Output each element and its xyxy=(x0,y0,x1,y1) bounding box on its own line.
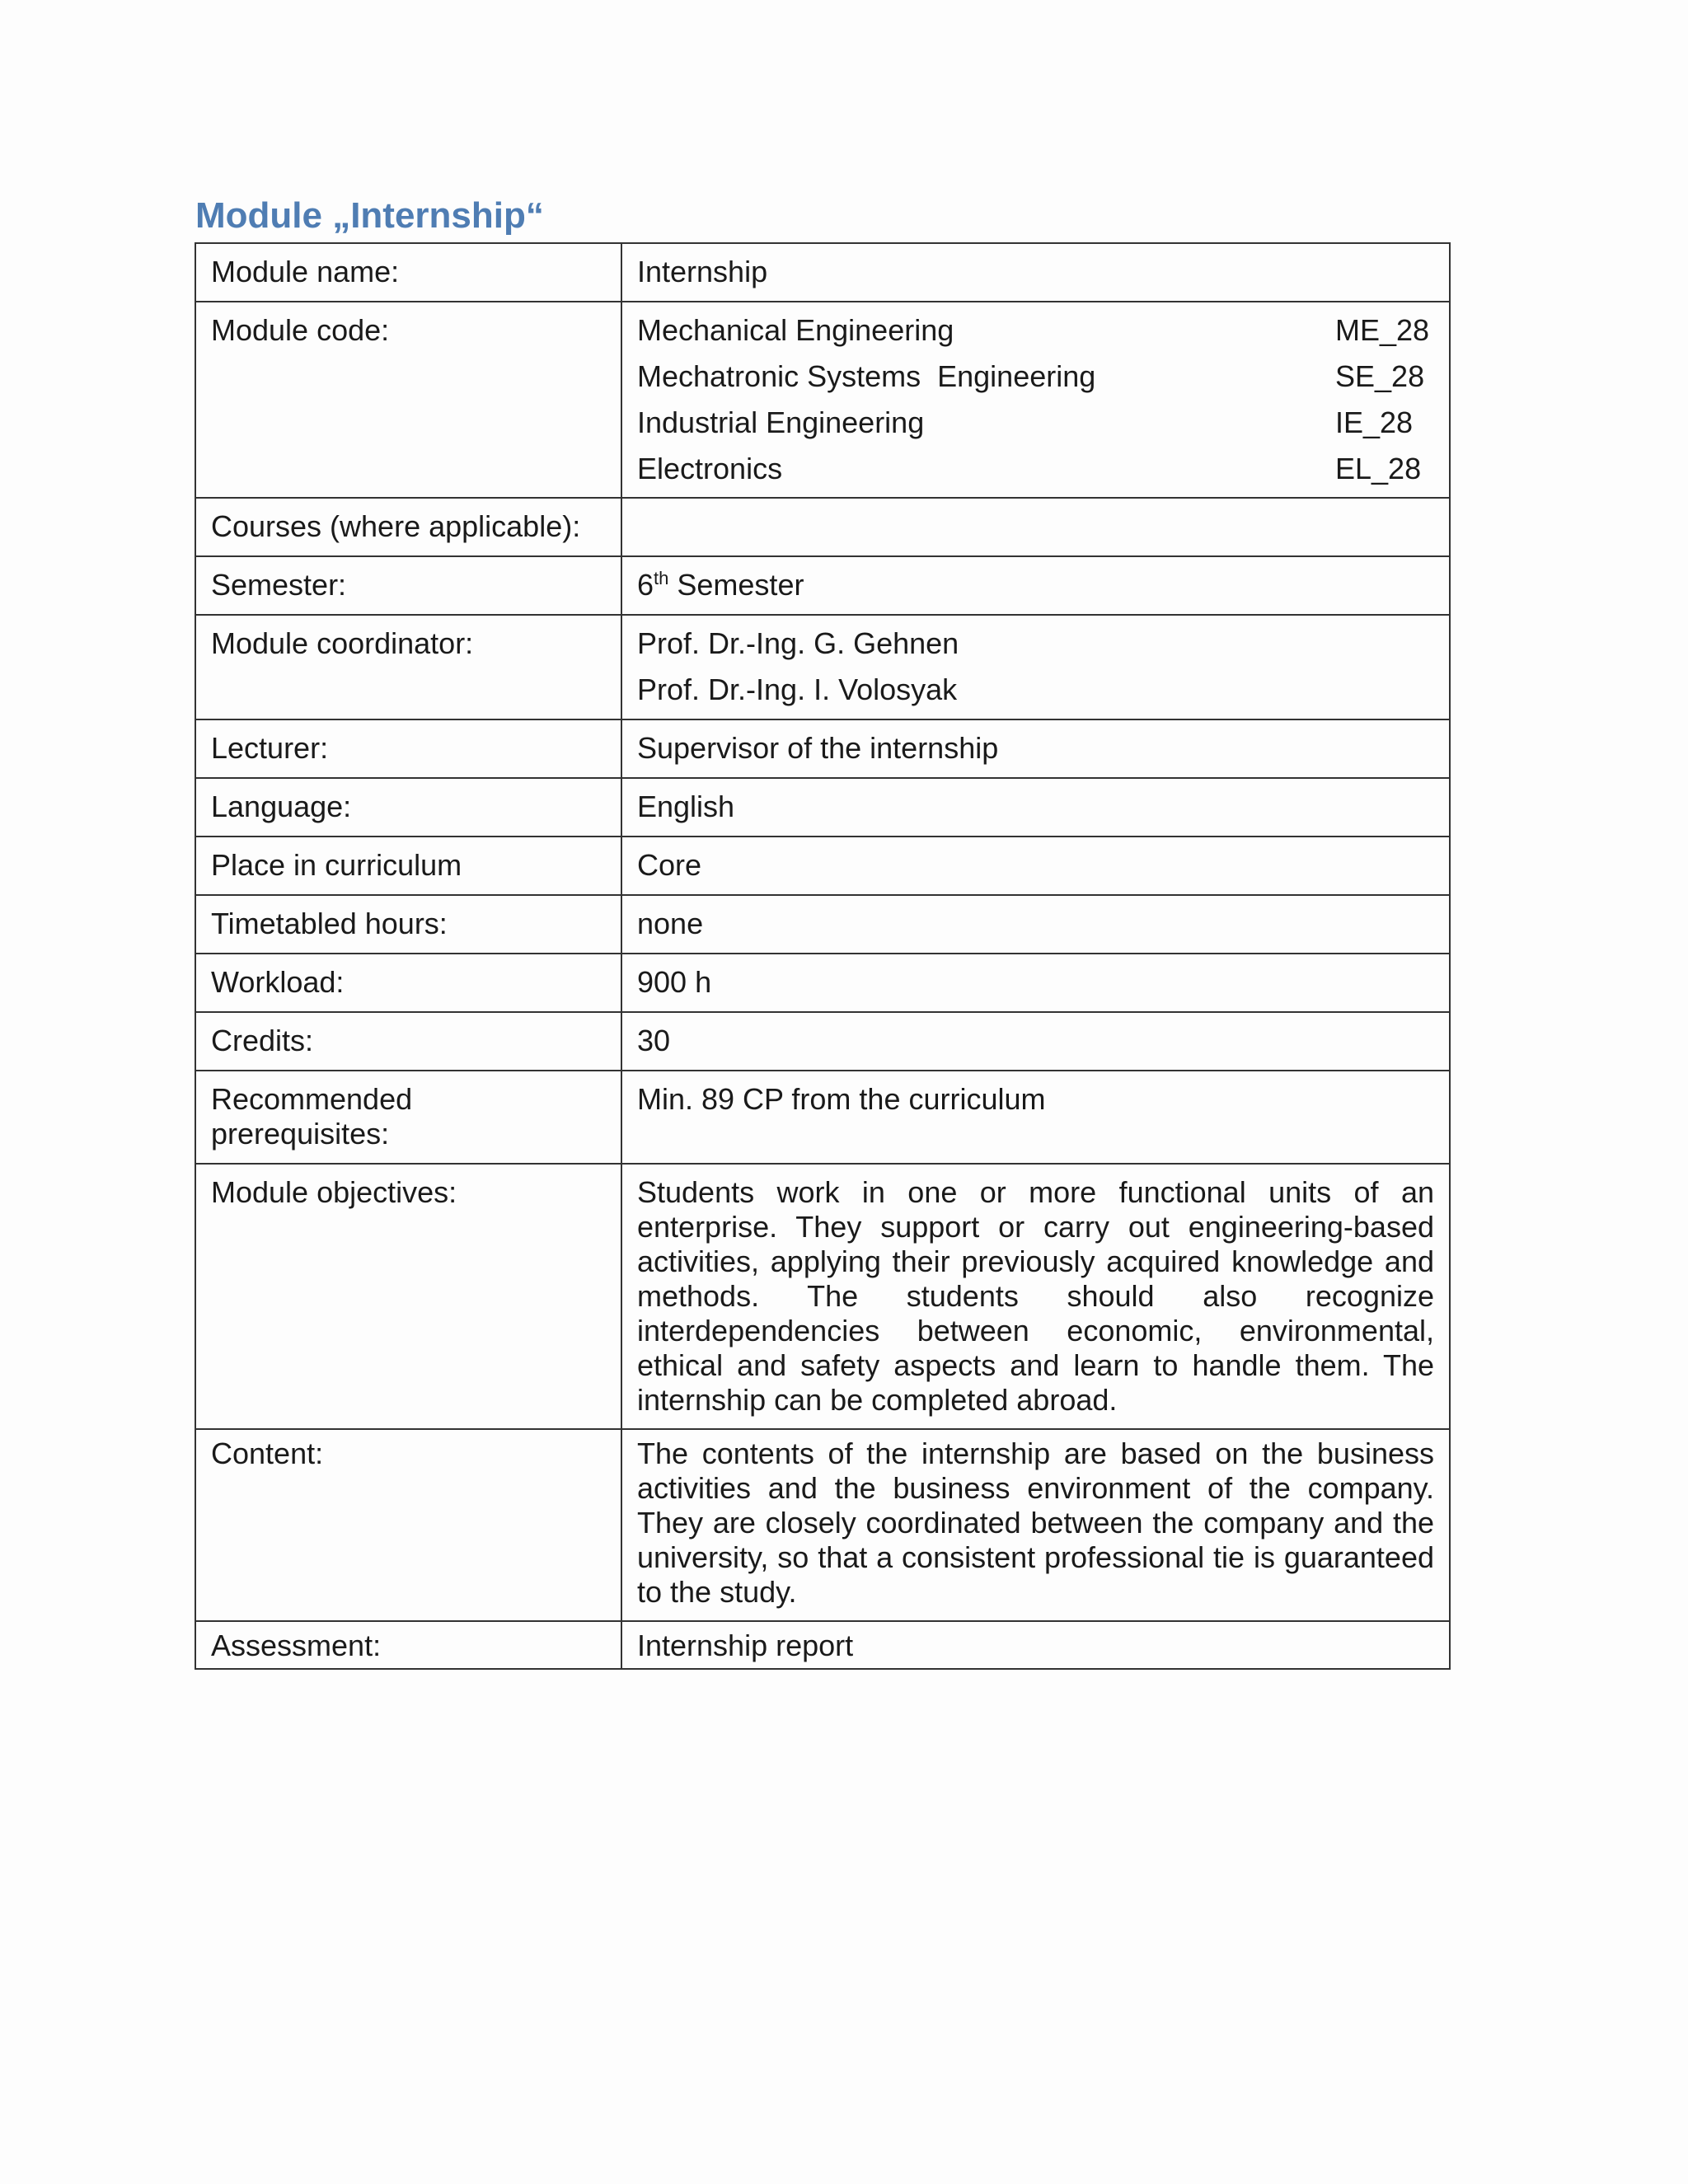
program-name: Electronics xyxy=(637,452,783,485)
label-cell: Workload: xyxy=(195,954,621,1012)
code-entry xyxy=(637,452,1434,486)
value-cell: 900 h xyxy=(621,954,1450,1012)
label-cell: Assessment: xyxy=(195,1621,621,1669)
value-cell: The contents of the internship are based on the business activities and the business environment of the company. They are closely coordinated between the company and the university, so that a consistent professional tie is guaranteed to the study. xyxy=(621,1429,1450,1621)
label-cell: Lecturer: xyxy=(195,719,621,778)
code-entry xyxy=(637,359,1434,405)
row-language xyxy=(195,778,1450,837)
label-line: prerequisites: xyxy=(211,1117,390,1151)
coordinator-name: Prof. Dr.-Ing. G. Gehnen xyxy=(637,626,959,660)
program-name: Industrial Engineering xyxy=(637,405,925,439)
module-table xyxy=(195,242,1451,1670)
label-cell: Place in curriculum xyxy=(195,837,621,895)
label-cell: Semester: xyxy=(195,556,621,615)
value-cell: Internship report xyxy=(621,1621,1450,1669)
value-cell: English xyxy=(621,778,1450,837)
label-cell: Courses (where applicable): xyxy=(195,498,621,556)
value-cell xyxy=(621,302,1450,498)
program-name: Mechanical Engineering xyxy=(637,313,954,347)
value-cell xyxy=(621,615,1450,719)
label-cell xyxy=(195,1071,621,1164)
row-objectives xyxy=(195,1164,1450,1429)
label-cell: Credits: xyxy=(195,1012,621,1071)
value-cell: Students work in one or more functional units of an enterprise. They support or carry out engineering-based activities, applying their previously acquired knowledge and methods. The students should also recognize interdependencies between economic, environmental, ethical and safety aspects and learn to handle them. The internship can be completed abroad. xyxy=(621,1164,1450,1429)
value-cell: 30 xyxy=(621,1012,1450,1071)
row-coordinator xyxy=(195,615,1450,719)
code-entry xyxy=(637,405,1434,452)
row-lecturer xyxy=(195,719,1450,778)
semester-text: Semester xyxy=(668,568,804,602)
row-module-code xyxy=(195,302,1450,498)
value-cell xyxy=(621,498,1450,556)
code-entry xyxy=(637,313,1434,359)
label-cell: Timetabled hours: xyxy=(195,895,621,954)
row-content xyxy=(195,1429,1450,1621)
row-assessment xyxy=(195,1621,1450,1669)
label-line: Recommended xyxy=(211,1082,413,1116)
program-code: SE_28 xyxy=(1335,359,1425,393)
row-place-in-curriculum xyxy=(195,837,1450,895)
row-courses xyxy=(195,498,1450,556)
value-cell xyxy=(621,556,1450,615)
value-cell: Core xyxy=(621,837,1450,895)
label-cell: Content: xyxy=(195,1429,621,1621)
label-cell: Module objectives: xyxy=(195,1164,621,1429)
semester-suffix: th xyxy=(654,568,669,588)
value-cell: Min. 89 CP from the curriculum xyxy=(621,1071,1450,1164)
value-cell: Supervisor of the internship xyxy=(621,719,1450,778)
row-semester xyxy=(195,556,1450,615)
label-cell: Module coordinator: xyxy=(195,615,621,719)
row-timetabled-hours xyxy=(195,895,1450,954)
row-workload xyxy=(195,954,1450,1012)
row-prerequisites xyxy=(195,1071,1450,1164)
program-code: EL_28 xyxy=(1335,452,1422,485)
program-code: IE_28 xyxy=(1335,405,1414,439)
row-credits xyxy=(195,1012,1450,1071)
semester-number: 6 xyxy=(637,568,654,602)
value-cell: Internship xyxy=(621,243,1450,302)
label-cell: Language: xyxy=(195,778,621,837)
coordinator-name: Prof. Dr.-Ing. I. Volosyak xyxy=(637,673,958,706)
value-cell: none xyxy=(621,895,1450,954)
program-code: ME_28 xyxy=(1335,313,1430,347)
program-name: Mechatronic Systems Engineering xyxy=(637,359,1096,393)
label-cell: Module code: xyxy=(195,302,621,498)
label-cell: Module name: xyxy=(195,243,621,302)
page-title: Module „Internship“ xyxy=(195,195,544,236)
row-module-name xyxy=(195,243,1450,302)
